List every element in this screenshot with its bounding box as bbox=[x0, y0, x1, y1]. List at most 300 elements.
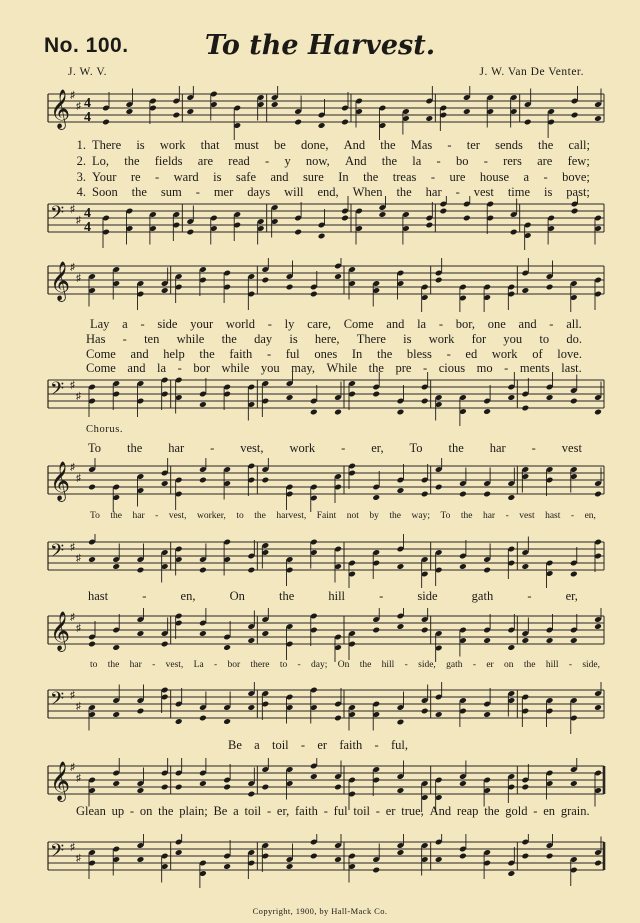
svg-text:4: 4 bbox=[84, 220, 91, 235]
lyric-syllable: la bbox=[417, 317, 427, 331]
chorus-line-3-upper bbox=[228, 738, 408, 753]
treble-clef-icon: 𝄞 bbox=[50, 611, 71, 651]
lyric-syllable: - bbox=[177, 361, 182, 375]
lyric-syllable: - bbox=[140, 317, 145, 331]
chorus-line-2-lower bbox=[90, 660, 600, 670]
lyric-syllable: side, bbox=[582, 660, 600, 670]
treble-clef-icon: 𝄞 bbox=[50, 461, 71, 501]
lyric-syllable: - bbox=[404, 660, 408, 670]
lyric-syllable: - bbox=[543, 170, 548, 184]
lyric-syllable: bove; bbox=[562, 170, 590, 184]
lyric-syllable: sends bbox=[495, 138, 523, 152]
lyric-syllable: vest bbox=[561, 441, 582, 455]
lyric-syllable: love. bbox=[557, 347, 582, 361]
lyric-syllable: - bbox=[531, 441, 536, 455]
lyric-syllable: worker, bbox=[197, 511, 226, 521]
chorus-label: Chorus. bbox=[86, 424, 124, 435]
lyric-syllable: all. bbox=[566, 317, 582, 331]
lyric-syllable: - bbox=[533, 804, 538, 818]
lyric-syllable: the bbox=[278, 589, 295, 603]
sharp-icon: ♯ bbox=[76, 473, 81, 484]
lyric-syllable: Your bbox=[92, 170, 117, 184]
bass-clef-icon: 𝄢 bbox=[50, 841, 65, 866]
lyric-syllable: - bbox=[504, 361, 509, 375]
sharp-icon: ♯ bbox=[70, 204, 75, 215]
lyric-syllable: sum bbox=[160, 185, 182, 199]
lyric-syllable: work bbox=[491, 347, 518, 361]
verse-2-number: 2. bbox=[76, 154, 86, 168]
lyric-syllable: world bbox=[225, 317, 255, 331]
sharp-icon: ♯ bbox=[76, 853, 81, 864]
svg-text:4: 4 bbox=[84, 110, 91, 125]
lyric-syllable: vest, bbox=[165, 660, 184, 670]
lyric-syllable: - bbox=[129, 804, 135, 818]
lyric-syllable: bo bbox=[455, 154, 469, 168]
verse-2-line-2 bbox=[86, 332, 582, 347]
lyric-syllable: is bbox=[403, 332, 412, 346]
lyric-syllable: help bbox=[163, 347, 185, 361]
lyric-syllable: Come bbox=[86, 347, 116, 361]
treble-clef-icon: 𝄞 bbox=[50, 261, 71, 301]
lyric-syllable: the bbox=[448, 441, 464, 455]
sharp-icon: ♯ bbox=[70, 612, 75, 623]
lyric-syllable: the bbox=[126, 441, 143, 455]
lyric-syllable: while bbox=[176, 332, 205, 346]
lyric-syllable: La bbox=[193, 660, 204, 670]
lyric-syllable: the bbox=[131, 185, 147, 199]
lyric-syllable: har bbox=[132, 511, 145, 521]
lyric-syllable: to bbox=[539, 332, 550, 346]
lyric-syllable: - bbox=[142, 589, 147, 603]
lyric-syllable: and bbox=[270, 170, 289, 184]
lyric-syllable: And bbox=[345, 154, 367, 168]
lyric-syllable: may, bbox=[291, 361, 315, 375]
lyric-syllable: - bbox=[374, 738, 379, 752]
lyric-syllable: - bbox=[568, 660, 572, 670]
lyric-syllable: There bbox=[356, 332, 386, 346]
chorus-line-3-lower bbox=[76, 804, 590, 819]
lyric-syllable: side bbox=[417, 589, 438, 603]
lyric-syllable: you bbox=[260, 361, 280, 375]
lyric-syllable: faith bbox=[295, 804, 318, 818]
lyric-syllable: the bbox=[484, 804, 500, 818]
lyric-syllable: grain. bbox=[560, 804, 590, 818]
lyric-syllable: er, bbox=[276, 804, 290, 818]
lyric-syllable: not bbox=[346, 511, 359, 521]
lyric-syllable: - bbox=[300, 738, 306, 752]
treble-clef-icon: 𝄞 bbox=[50, 761, 71, 801]
lyric-syllable: now, bbox=[305, 154, 330, 168]
lyric-syllable: harvest, bbox=[276, 511, 307, 521]
lyric-syllable: On bbox=[229, 589, 245, 603]
lyric-syllable: - bbox=[323, 804, 328, 818]
system-5-bass-staff bbox=[0, 834, 640, 888]
lyric-syllable: toil bbox=[353, 804, 371, 818]
lyric-syllable: treas bbox=[392, 170, 417, 184]
lyric-syllable: Lay bbox=[90, 317, 110, 331]
lyric-syllable: - bbox=[265, 154, 270, 168]
lyric-syllable: days bbox=[247, 185, 271, 199]
lyric-syllable: the bbox=[380, 138, 396, 152]
lyric-syllable: Glean bbox=[76, 804, 106, 818]
hymn-header bbox=[0, 30, 640, 70]
system-3-treble-staff bbox=[0, 458, 640, 512]
lyric-syllable: here, bbox=[314, 332, 340, 346]
lyric-syllable: the bbox=[396, 185, 412, 199]
lyric-syllable: To bbox=[440, 511, 451, 521]
lyric-syllable: by bbox=[369, 511, 379, 521]
lyric-syllable: - bbox=[266, 804, 272, 818]
lyric-syllable: will bbox=[284, 185, 304, 199]
lyric-syllable: pre bbox=[395, 361, 412, 375]
system-2-treble-staff bbox=[0, 258, 640, 312]
words-credit: J. W. V. bbox=[68, 66, 108, 78]
lyric-syllable: While bbox=[326, 361, 358, 375]
lyric-syllable: cious bbox=[438, 361, 466, 375]
lyric-syllable: the bbox=[221, 332, 237, 346]
lyric-syllable: And bbox=[429, 804, 452, 818]
lyric-syllable: care, bbox=[307, 317, 331, 331]
lyric-syllable: the bbox=[389, 511, 401, 521]
lyric-syllable: vest, bbox=[240, 441, 264, 455]
lyric-syllable: gath bbox=[446, 660, 463, 670]
lyric-syllable: read bbox=[228, 154, 250, 168]
lyric-syllable: the bbox=[363, 170, 379, 184]
lyric-syllable: On bbox=[337, 660, 350, 670]
lyric-syllable: Soon bbox=[92, 185, 118, 199]
sharp-icon: ♯ bbox=[76, 273, 81, 284]
lyric-syllable: har bbox=[482, 511, 496, 521]
lyric-syllable: safe bbox=[235, 170, 256, 184]
chorus-line-1-lower bbox=[90, 511, 596, 521]
lyric-syllable: a bbox=[122, 317, 128, 331]
lyric-syllable: side, bbox=[418, 660, 436, 670]
lyric-syllable: bor bbox=[227, 660, 241, 670]
lyric-syllable: true, bbox=[401, 804, 424, 818]
lyric-syllable: a bbox=[523, 170, 530, 184]
lyric-syllable: - bbox=[155, 511, 159, 521]
lyric-syllable: hill bbox=[381, 660, 395, 670]
lyric-syllable: - bbox=[505, 511, 509, 521]
lyric-syllable: - bbox=[472, 660, 476, 670]
lyric-syllable: ed bbox=[465, 347, 478, 361]
lyric-syllable: - bbox=[195, 185, 200, 199]
lyric-syllable: work bbox=[428, 332, 455, 346]
lyric-syllable: sure bbox=[302, 170, 324, 184]
lyric-syllable: the bbox=[124, 154, 140, 168]
verse-4-line-2 bbox=[86, 361, 582, 376]
lyric-syllable: work bbox=[159, 138, 186, 152]
lyric-syllable: hast bbox=[88, 589, 109, 603]
sharp-icon: ♯ bbox=[76, 391, 81, 402]
lyric-syllable: bor bbox=[193, 361, 210, 375]
lyric-syllable: - bbox=[570, 511, 575, 521]
lyric-syllable: time bbox=[507, 185, 531, 199]
lyric-syllable: few; bbox=[567, 154, 590, 168]
lyric-syllable: call; bbox=[568, 138, 590, 152]
lyric-syllable: - bbox=[446, 347, 451, 361]
verse-3-number: 3. bbox=[76, 170, 86, 184]
lyric-syllable: ten bbox=[144, 332, 160, 346]
lyric-syllable: ful bbox=[333, 804, 348, 818]
lyric-syllable: - bbox=[267, 317, 272, 331]
lyric-syllable: Come bbox=[343, 317, 374, 331]
lyric-syllable: and bbox=[518, 317, 537, 331]
lyric-syllable: en, bbox=[180, 589, 196, 603]
lyric-syllable: - bbox=[214, 660, 218, 670]
treble-clef-icon: 𝄞 bbox=[50, 89, 71, 129]
system-1-bass-staff bbox=[0, 196, 640, 250]
lyric-syllable: er, bbox=[371, 441, 384, 455]
svg-text:4: 4 bbox=[84, 206, 91, 221]
system-2-bass-staff bbox=[0, 372, 640, 426]
lyric-syllable: on bbox=[504, 660, 514, 670]
lyric-syllable: the bbox=[110, 511, 122, 521]
lyric-syllable: - bbox=[375, 804, 380, 818]
lyric-syllable: on bbox=[139, 804, 153, 818]
lyric-syllable: the bbox=[368, 361, 384, 375]
lyric-syllable: hill bbox=[328, 589, 346, 603]
lyric-syllable: the bbox=[199, 347, 215, 361]
lyric-syllable: - bbox=[297, 660, 301, 670]
lyric-syllable: ments bbox=[519, 361, 550, 375]
lyric-syllable: one bbox=[487, 317, 506, 331]
lyric-syllable: har bbox=[129, 660, 142, 670]
lyric-syllable: - bbox=[436, 154, 441, 168]
lyric-syllable: er, bbox=[565, 589, 578, 603]
lyric-syllable: Lo, bbox=[92, 154, 110, 168]
lyric-syllable: the bbox=[381, 154, 398, 168]
lyric-syllable: faith bbox=[339, 738, 363, 752]
bass-clef-icon: 𝄢 bbox=[50, 379, 65, 404]
lyric-syllable: be bbox=[274, 138, 286, 152]
sharp-icon: ♯ bbox=[76, 101, 81, 112]
lyric-syllable: work bbox=[289, 441, 316, 455]
lyric-syllable: To bbox=[90, 511, 100, 521]
system-4-treble-staff bbox=[0, 608, 640, 662]
lyric-syllable: is bbox=[543, 185, 553, 199]
lyric-syllable: hast bbox=[545, 511, 561, 521]
verse-1-line-2 bbox=[90, 317, 582, 332]
lyric-syllable: fields bbox=[154, 154, 183, 168]
lyric-syllable: is bbox=[136, 138, 145, 152]
lyric-syllable: er bbox=[486, 660, 494, 670]
lyric-syllable: up bbox=[111, 804, 125, 818]
lyric-syllable: vest, bbox=[168, 511, 187, 521]
copyright-notice: Copyright, 1900, by Hall-Mack Co. bbox=[252, 906, 388, 916]
lyric-syllable: end, bbox=[317, 185, 339, 199]
lyric-syllable: the bbox=[107, 660, 120, 670]
lyric-syllable: ly bbox=[284, 317, 295, 331]
lyric-syllable: bor, bbox=[455, 317, 476, 331]
sharp-icon: ♯ bbox=[76, 553, 81, 564]
lyric-syllable: hill bbox=[545, 660, 559, 670]
lyric-syllable: To bbox=[409, 441, 423, 455]
lyric-syllable: Mas bbox=[410, 138, 433, 152]
lyric-syllable: - bbox=[527, 589, 532, 603]
lyric-syllable: the bbox=[523, 660, 536, 670]
hymn-number: No. 100. bbox=[44, 34, 129, 57]
lyric-syllable: to bbox=[279, 660, 288, 670]
lyric-syllable: toil bbox=[244, 804, 262, 818]
lyric-syllable: vest bbox=[473, 185, 494, 199]
sharp-icon: ♯ bbox=[76, 773, 81, 784]
system-4-bass-staff bbox=[0, 682, 640, 736]
sharp-icon: ♯ bbox=[70, 690, 75, 701]
lyric-syllable: way; bbox=[411, 511, 430, 521]
lyric-syllable: la bbox=[157, 361, 167, 375]
sharp-icon: ♯ bbox=[70, 462, 75, 473]
sharp-icon: ♯ bbox=[76, 701, 81, 712]
lyric-syllable: - bbox=[422, 361, 428, 375]
sharp-icon: ♯ bbox=[76, 215, 81, 226]
lyric-syllable: is bbox=[213, 170, 222, 184]
lyric-syllable: - bbox=[266, 347, 272, 361]
lyric-syllable: - bbox=[155, 170, 160, 184]
lyric-syllable: do. bbox=[566, 332, 582, 346]
lyric-syllable: the bbox=[538, 138, 554, 152]
lyric-syllable: har bbox=[168, 441, 185, 455]
sharp-icon: ♯ bbox=[70, 90, 75, 101]
lyric-syllable: And bbox=[343, 138, 366, 152]
lyric-syllable: and bbox=[127, 361, 146, 375]
lyric-syllable: ful, bbox=[390, 738, 408, 752]
chorus-line-1-upper bbox=[88, 441, 582, 456]
lyric-syllable: Be bbox=[213, 804, 228, 818]
lyric-syllable: that bbox=[200, 138, 220, 152]
lyric-syllable: past; bbox=[566, 185, 590, 199]
verse-1-number: 1. bbox=[76, 138, 86, 152]
lyric-syllable: you bbox=[503, 332, 523, 346]
system-1-treble-staff bbox=[0, 86, 640, 140]
svg-text:4: 4 bbox=[84, 96, 91, 111]
lyric-syllable: - bbox=[549, 317, 554, 331]
sharp-icon: ♯ bbox=[70, 542, 75, 553]
sharp-icon: ♯ bbox=[70, 762, 75, 773]
lyric-syllable: rers bbox=[503, 154, 522, 168]
lyric-syllable: mer bbox=[213, 185, 234, 199]
lyric-syllable: vest bbox=[519, 511, 535, 521]
lyric-syllable: In bbox=[351, 347, 363, 361]
lyric-syllable: y bbox=[284, 154, 291, 168]
lyric-syllable: toil bbox=[271, 738, 289, 752]
lyric-syllable: faith bbox=[229, 347, 253, 361]
lyric-syllable: - bbox=[430, 170, 435, 184]
sharp-icon: ♯ bbox=[70, 842, 75, 853]
sharp-icon: ♯ bbox=[76, 623, 81, 634]
lyric-syllable: - bbox=[122, 332, 127, 346]
chorus-line-2-upper bbox=[88, 589, 578, 604]
music-credit: J. W. Van De Venter. bbox=[479, 66, 584, 78]
lyric-syllable: en bbox=[543, 804, 556, 818]
hymn-title: To the Harvest. bbox=[204, 30, 436, 61]
lyric-syllable: of bbox=[532, 347, 543, 361]
lyric-syllable: - bbox=[379, 589, 384, 603]
lyric-syllable: - bbox=[341, 441, 346, 455]
lyric-syllable: en, bbox=[584, 511, 596, 521]
system-3-bass-staff bbox=[0, 534, 640, 588]
sharp-icon: ♯ bbox=[70, 380, 75, 391]
lyric-syllable: la bbox=[412, 154, 422, 168]
lyric-syllable: while bbox=[221, 361, 250, 375]
lyric-syllable: Has bbox=[86, 332, 106, 346]
lyric-syllable: bless bbox=[406, 347, 432, 361]
lyric-syllable: must bbox=[234, 138, 259, 152]
lyric-syllable: ure bbox=[449, 170, 466, 184]
lyric-syllable: To bbox=[88, 441, 102, 455]
lyric-syllable: done, bbox=[301, 138, 329, 152]
lyric-syllable: Come bbox=[86, 361, 116, 375]
verse-4-number: 4. bbox=[76, 185, 86, 199]
lyric-syllable: to bbox=[90, 660, 98, 670]
lyric-syllable: a bbox=[233, 804, 239, 818]
lyric-syllable: har bbox=[489, 441, 506, 455]
lyric-syllable: When bbox=[352, 185, 383, 199]
verse-2-line-1 bbox=[92, 154, 590, 169]
sharp-icon: ♯ bbox=[70, 262, 75, 273]
lyric-syllable: your bbox=[190, 317, 214, 331]
lyric-syllable: re bbox=[130, 170, 141, 184]
lyric-syllable: - bbox=[152, 660, 156, 670]
lyric-syllable: the bbox=[359, 660, 372, 670]
lyric-syllable: house bbox=[479, 170, 510, 184]
lyric-syllable: side bbox=[157, 317, 178, 331]
verse-3-line-2 bbox=[86, 347, 582, 362]
lyric-syllable: the bbox=[158, 804, 174, 818]
lyric-syllable: - bbox=[438, 317, 443, 331]
lyric-syllable: - bbox=[210, 441, 215, 455]
lyric-syllable: the bbox=[254, 511, 266, 521]
lyric-syllable: last. bbox=[561, 361, 582, 375]
lyric-syllable: the bbox=[460, 511, 473, 521]
verse-1-line-1 bbox=[92, 138, 590, 153]
lyric-syllable: reap bbox=[456, 804, 479, 818]
lyric-syllable: - bbox=[447, 138, 452, 152]
lyric-syllable: ful bbox=[285, 347, 300, 361]
verse-3-line-1 bbox=[92, 170, 590, 185]
lyric-syllable: are bbox=[197, 154, 214, 168]
lyric-syllable: ward bbox=[173, 170, 199, 184]
lyric-syllable: gold bbox=[505, 804, 528, 818]
lyric-syllable: Faint bbox=[316, 511, 337, 521]
bass-clef-icon: 𝄢 bbox=[50, 203, 65, 228]
lyric-syllable: to bbox=[236, 511, 244, 521]
bass-clef-icon: 𝄢 bbox=[50, 689, 65, 714]
lyric-syllable: er bbox=[317, 738, 328, 752]
lyric-syllable: There bbox=[92, 138, 122, 152]
lyric-syllable: day; bbox=[311, 660, 328, 670]
lyric-syllable: the bbox=[376, 347, 393, 361]
lyric-syllable: - bbox=[455, 185, 460, 199]
lyric-syllable: there bbox=[250, 660, 270, 670]
lyric-syllable: har bbox=[425, 185, 442, 199]
lyric-syllable: and bbox=[386, 317, 405, 331]
lyric-syllable: a bbox=[254, 738, 260, 752]
lyric-syllable: ter bbox=[466, 138, 480, 152]
lyric-syllable: and bbox=[130, 347, 149, 361]
lyric-syllable: ones bbox=[314, 347, 338, 361]
verse-4-line-1 bbox=[92, 185, 590, 200]
lyric-syllable: plain; bbox=[179, 804, 208, 818]
lyric-syllable: er bbox=[385, 804, 396, 818]
lyric-syllable: - bbox=[483, 154, 488, 168]
lyric-syllable: is bbox=[289, 332, 298, 346]
lyric-syllable: mo bbox=[476, 361, 493, 375]
lyric-syllable: Be bbox=[228, 738, 242, 752]
lyric-syllable: are bbox=[537, 154, 553, 168]
lyric-syllable: In bbox=[338, 170, 349, 184]
bass-clef-icon: 𝄢 bbox=[50, 541, 65, 566]
